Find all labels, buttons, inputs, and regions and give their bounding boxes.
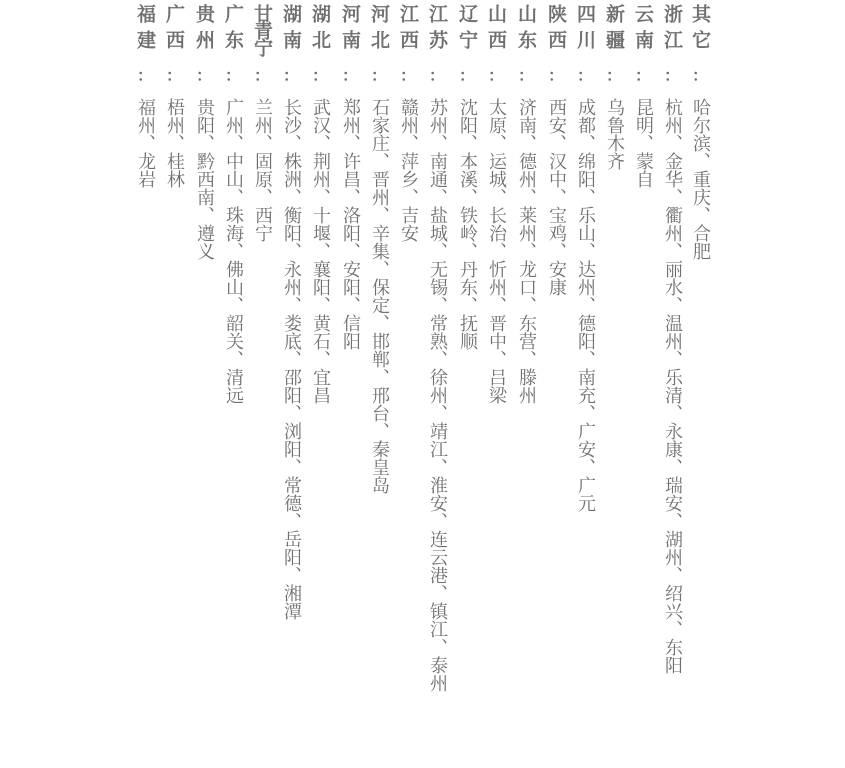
city-list: 赣州、萍乡、吉安 xyxy=(398,98,419,242)
column-zhejiang xyxy=(660,0,684,768)
colon: ： xyxy=(311,66,328,85)
column-guangdong xyxy=(221,0,245,768)
colon: ： xyxy=(136,66,153,85)
city-list: 梧州、桂林 xyxy=(164,98,185,188)
colon: ： xyxy=(399,66,416,85)
province-label: 四川 xyxy=(574,4,596,56)
province-label: 云南 xyxy=(632,4,654,56)
column-hubei xyxy=(308,0,332,768)
column-shaanxi xyxy=(544,0,568,768)
province-label: 河南 xyxy=(339,4,361,56)
province-label: 河北 xyxy=(368,4,390,56)
province-label: 广东 xyxy=(222,4,244,56)
column-qita xyxy=(688,0,712,768)
province-label: 江西 xyxy=(397,4,419,56)
column-jiangxi xyxy=(396,0,420,768)
column-jiangsu xyxy=(425,0,449,768)
province-label: 湖南 xyxy=(280,4,302,56)
province-label: 其它 xyxy=(689,4,711,56)
column-ganqingning xyxy=(250,0,274,768)
colon: ： xyxy=(282,66,299,85)
colon: ： xyxy=(517,66,534,85)
province-label: 江苏 xyxy=(426,4,448,56)
city-list: 郑州、许昌、洛阳、安阳、信阳 xyxy=(340,98,361,350)
column-yunnan xyxy=(631,0,655,768)
province-label: 贵州 xyxy=(193,4,215,56)
city-list: 兰州、固原、西宁 xyxy=(252,98,273,242)
column-shanxi xyxy=(484,0,508,768)
city-list: 长沙、株洲、衡阳、永州、娄底、邵阳、浏阳、常德、岳阳、湘潭 xyxy=(281,98,302,620)
column-guangxi xyxy=(162,0,186,768)
province-label: 福建 xyxy=(134,4,156,56)
city-list: 苏州、南通、盐城、无锡、常熟、徐州、靖江、淮安、连云港、镇江、泰州 xyxy=(427,98,448,692)
colon: ： xyxy=(428,66,445,85)
city-list: 石家庄、晋州、辛集、保定、邯郸、邢台、秦皇岛 xyxy=(369,98,390,494)
province-label: 辽宁 xyxy=(456,4,478,56)
column-liaoning xyxy=(455,0,479,768)
colon: ： xyxy=(576,66,593,85)
column-sichuan xyxy=(573,0,597,768)
column-xinjiang xyxy=(602,0,626,768)
city-list: 沈阳、本溪、铁岭、丹东、抚顺 xyxy=(457,98,478,350)
colon: ： xyxy=(341,66,358,85)
column-guizhou xyxy=(192,0,216,768)
province-label: 山西 xyxy=(485,4,507,56)
province-label: 山东 xyxy=(515,4,537,56)
colon: ： xyxy=(634,66,651,85)
province-label: 广西 xyxy=(163,4,185,56)
column-henan xyxy=(338,0,362,768)
colon: ： xyxy=(165,66,182,85)
city-list: 成都、绵阳、乐山、达州、德阳、南充、广安、广元 xyxy=(575,98,596,512)
colon: ： xyxy=(253,66,270,85)
column-hebei xyxy=(367,0,391,768)
province-label: 甘青宁 xyxy=(251,4,273,55)
colon: ： xyxy=(487,66,504,85)
city-list: 广州、中山、珠海、佛山、韶关、清远 xyxy=(223,98,244,404)
colon: ： xyxy=(458,66,475,85)
column-shandong xyxy=(514,0,538,768)
city-list: 武汉、荆州、十堰、襄阳、黄石、宜昌 xyxy=(310,98,331,404)
province-label: 湖北 xyxy=(309,4,331,56)
city-list: 济南、德州、莱州、龙口、东营、滕州 xyxy=(516,98,537,404)
city-list: 贵阳、黔西南、遵义 xyxy=(194,98,215,260)
column-fujian xyxy=(133,0,157,768)
colon: ： xyxy=(547,66,564,85)
city-list: 乌鲁木齐 xyxy=(604,98,625,170)
city-list: 太原、运城、长治、忻州、晋中、吕梁 xyxy=(486,98,507,404)
city-list: 哈尔滨、重庆、合肥 xyxy=(690,98,711,260)
city-list: 昆明、蒙自 xyxy=(633,98,654,188)
colon: ： xyxy=(195,66,212,85)
province-label: 陕西 xyxy=(545,4,567,56)
province-label: 浙江 xyxy=(661,4,683,56)
city-list: 福州、龙岩 xyxy=(135,98,156,188)
colon: ： xyxy=(663,66,680,85)
colon: ： xyxy=(224,66,241,85)
colon: ： xyxy=(605,66,622,85)
colon: ： xyxy=(691,66,708,85)
colon: ： xyxy=(370,66,387,85)
column-hunan xyxy=(279,0,303,768)
province-label: 新疆 xyxy=(603,4,625,56)
city-list: 杭州、金华、衢州、丽水、温州、乐清、永康、瑞安、湖州、绍兴、东阳 xyxy=(662,98,683,674)
city-list: 西安、汉中、宝鸡、安康 xyxy=(546,98,567,296)
